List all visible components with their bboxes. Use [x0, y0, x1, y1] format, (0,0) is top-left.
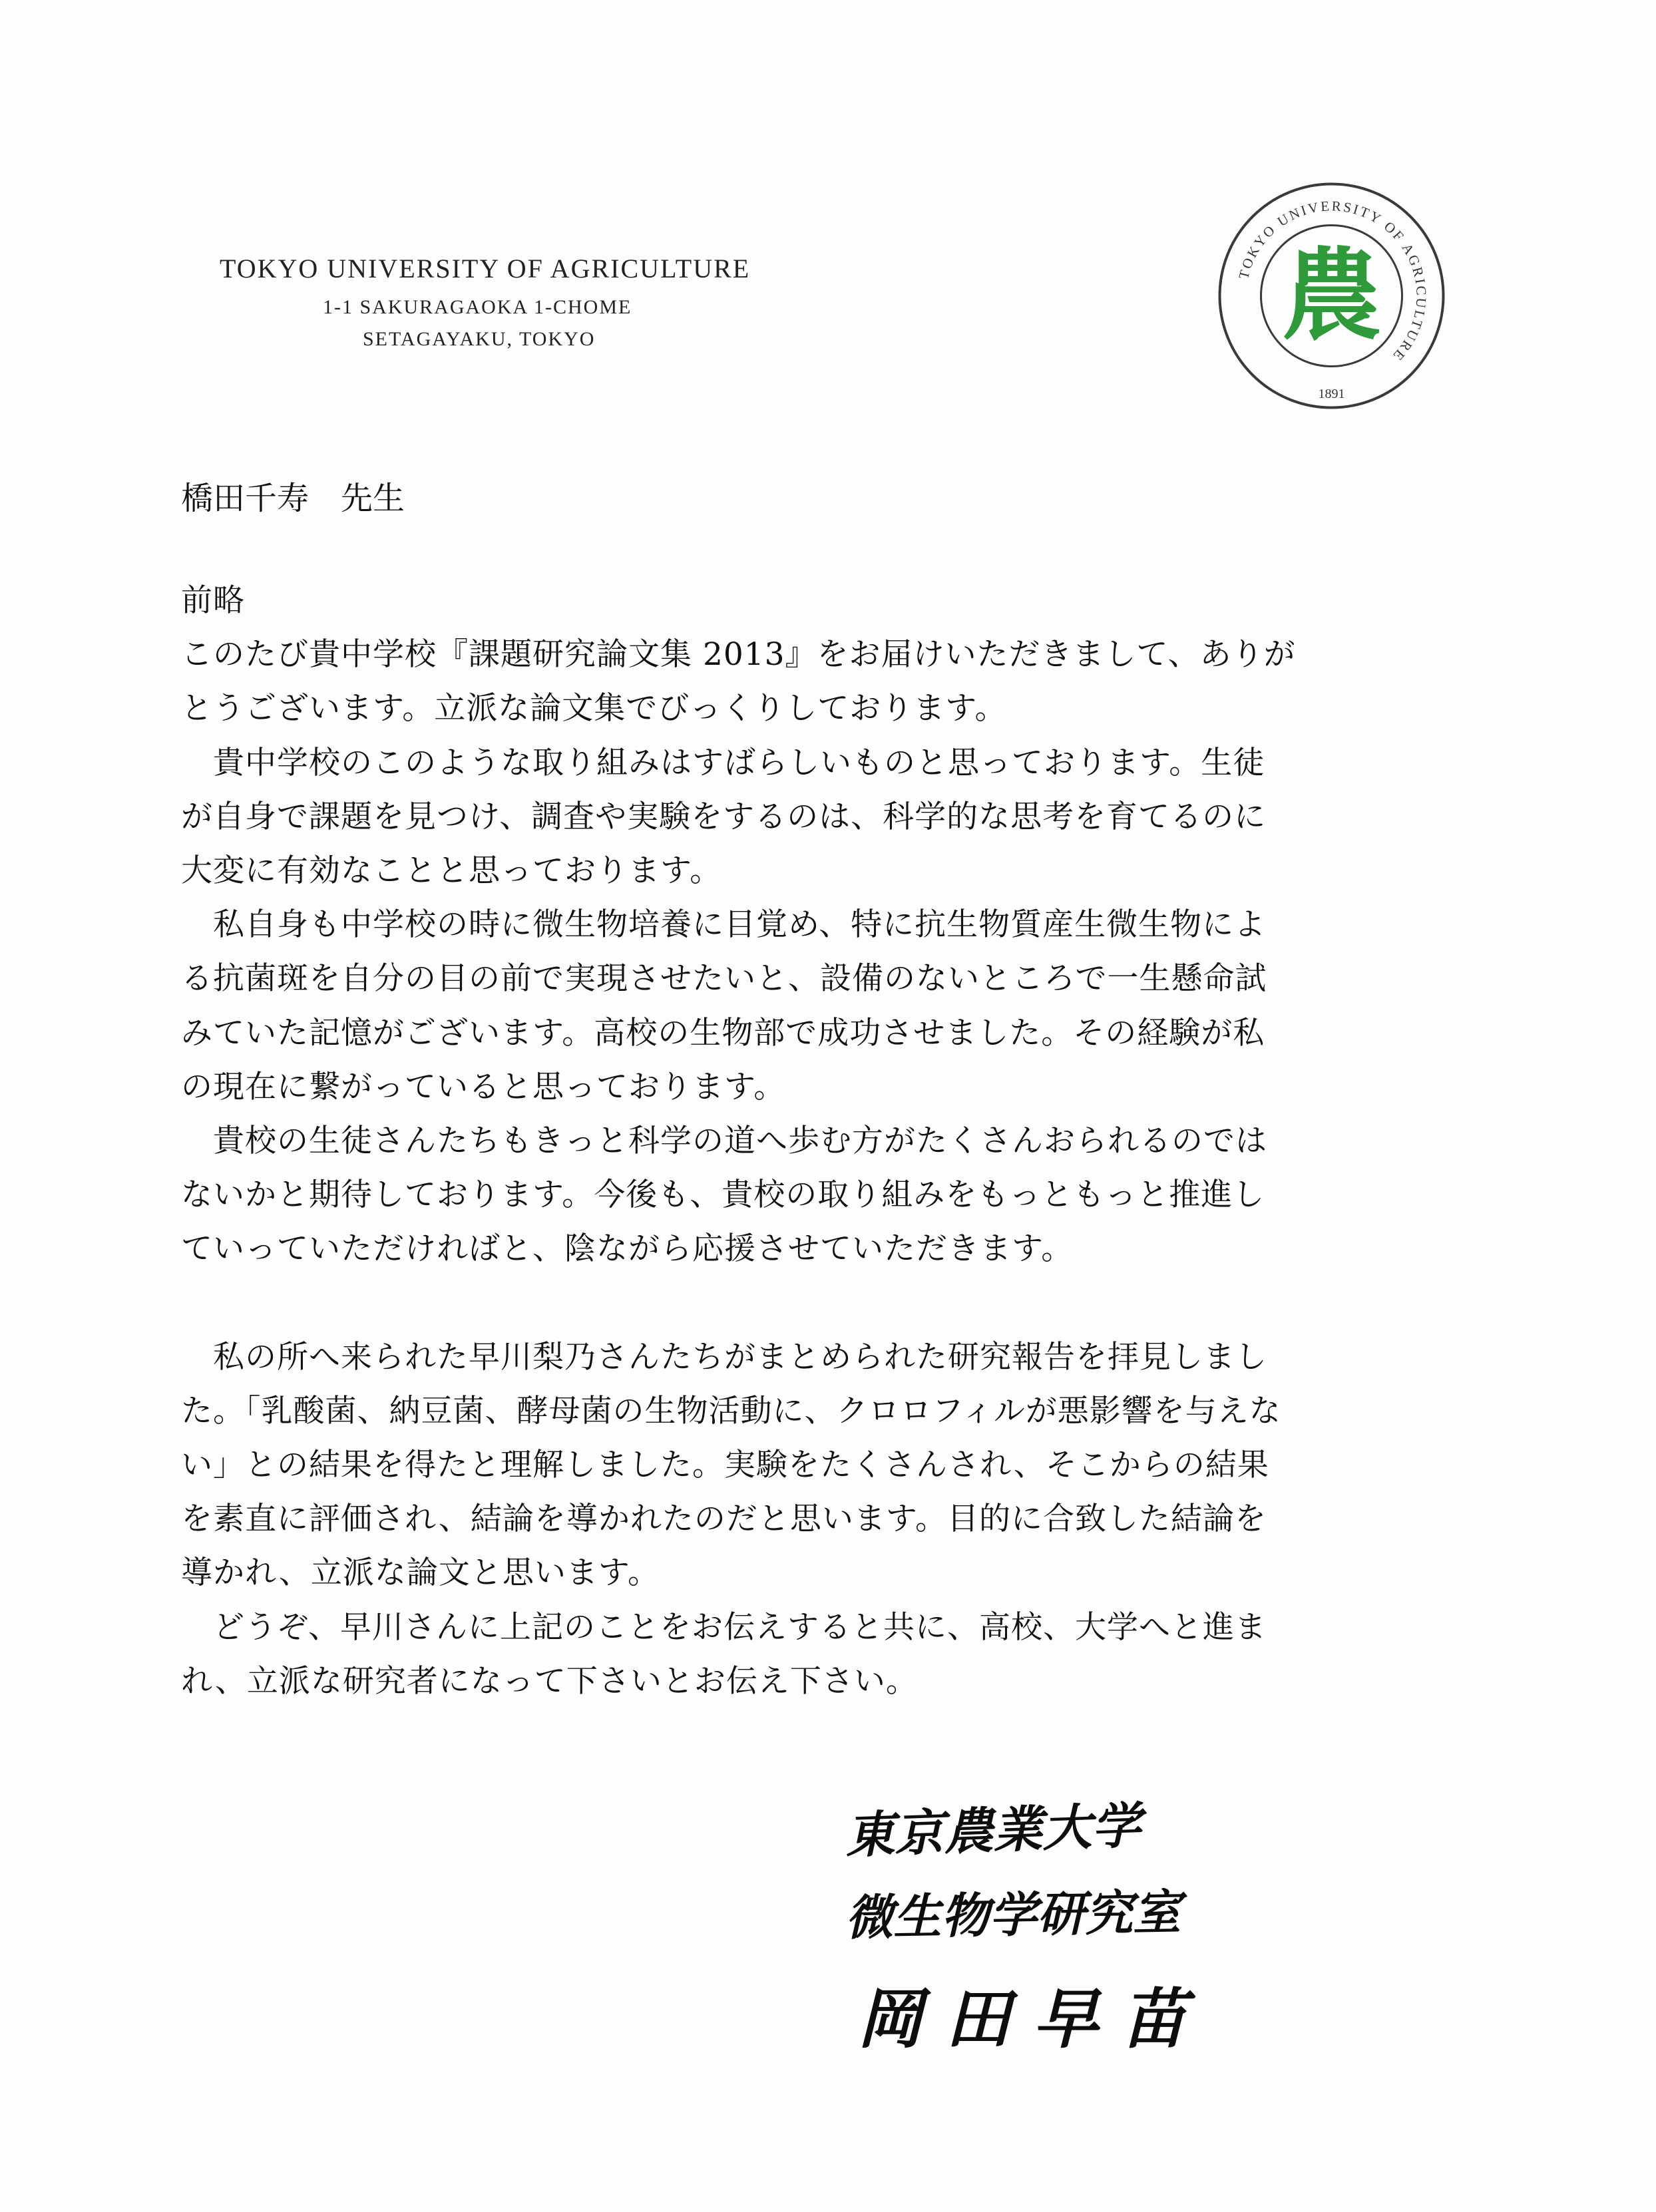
letterhead	[220, 253, 819, 360]
body-line: の現在に繋がっていると思っております。	[181, 1068, 786, 1105]
body-line: このたび貴中学校『課題研究論文集 2013』をお届けいただきまして、ありが	[181, 636, 1296, 673]
body-line: ていっていただければと、陰ながら応援させていただきます。	[181, 1230, 1074, 1268]
university-seal-icon	[1217, 181, 1446, 411]
seal-year: 1891	[1318, 387, 1345, 401]
signature-lab: 微生物学研究室	[845, 1883, 1181, 1946]
signature-institution: 東京農業大学	[844, 1797, 1142, 1865]
body-line: が自身で課題を見つけ、調査や実験をするのは、科学的な思考を育てるのに	[181, 798, 1267, 835]
salutation: 橋田千寿 先生	[181, 480, 405, 517]
handwritten-signature	[845, 1797, 1351, 2061]
body-line: 前略	[181, 582, 245, 619]
body-line: 私自身も中学校の時に微生物培養に目覚め、特に抗生物質産生微生物によ	[181, 906, 1267, 944]
body-line: どうぞ、早川さんに上記のことをお伝えすると共に、高校、大学へと進ま	[181, 1608, 1267, 1646]
body-line: 大変に有効なことと思っております。	[181, 852, 722, 890]
body-blank-line	[181, 1276, 1459, 1330]
letterhead-address-line-2: SETAGAYAKU, TOKYO	[363, 328, 596, 350]
body-line: 貴校の生徒さんたちもきっと科学の道へ歩む方がたくさんおられるのでは	[181, 1123, 1267, 1160]
body-line: 私の所へ来られた早川梨乃さんたちがまとめられた研究報告を拝見しまし	[181, 1338, 1267, 1376]
seal-ring-text: TOKYO UNIVERSITY OF AGRICULTURE	[1235, 198, 1430, 365]
body-line: 貴中学校のこのような取り組みはすばらしいものと思っております。生徒	[181, 744, 1265, 781]
body-line: とうございます。立派な論文集でびっくりしております。	[181, 690, 1007, 727]
seal-center-glyph: 農	[1281, 238, 1382, 354]
body-line: 導かれ、立派な論文と思います。	[181, 1555, 660, 1592]
letter-body	[181, 574, 1459, 1708]
body-line: た。「乳酸菌、納豆菌、酵母菌の生物活動に、クロロフィルが悪影響を与えな	[181, 1392, 1281, 1429]
letterhead-university-name: TOKYO UNIVERSITY OF AGRICULTURE	[220, 254, 751, 283]
body-line: い」との結果を得たと理解しました。実験をたくさんされ、そこからの結果	[181, 1447, 1269, 1484]
body-line: ないかと期待しております。今後も、貴校の取り組みをもっともっと推進し	[181, 1177, 1265, 1214]
signature-name: 岡田早苗	[857, 1981, 1209, 2058]
body-line: みていた記憶がございます。高校の生物部で成功させました。その経験が私	[181, 1014, 1265, 1051]
body-line: る抗菌斑を自分の目の前で実現させたいと、設備のないところで一生懸命試	[181, 960, 1267, 998]
body-line: れ、立派な研究者になって下さいとお伝え下さい。	[181, 1662, 918, 1700]
body-line: を素直に評価され、結論を導かれたのだと思います。目的に合致した結論を	[181, 1501, 1267, 1538]
letterhead-address-line-1: 1-1 SAKURAGAOKA 1-CHOME	[323, 296, 632, 318]
